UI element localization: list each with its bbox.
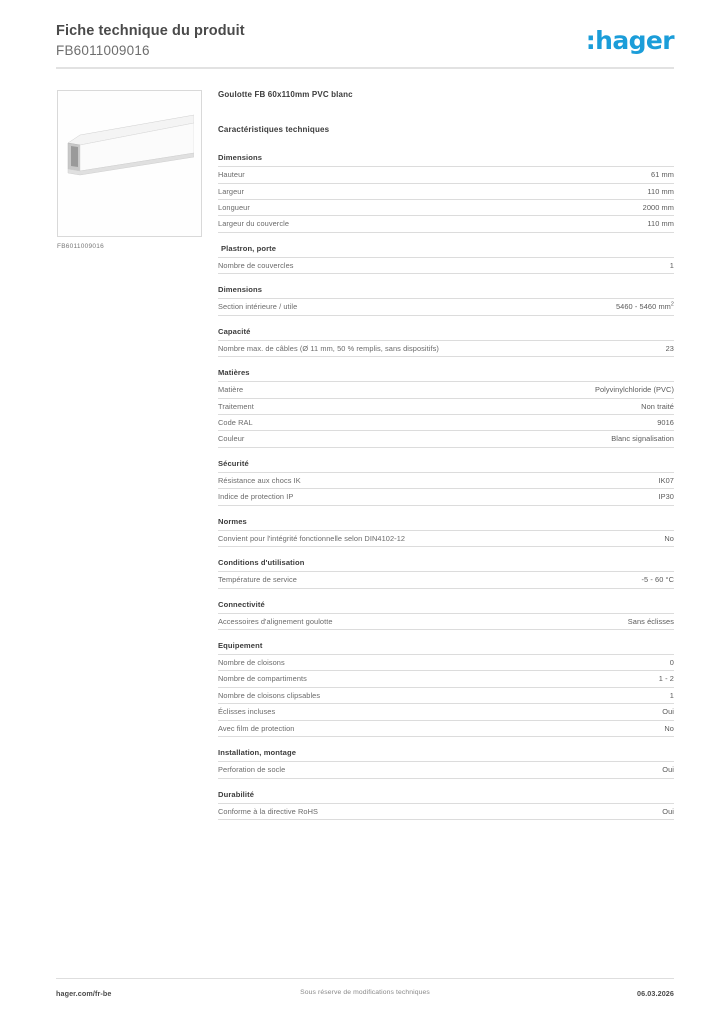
table-row xyxy=(218,704,674,720)
spec-group xyxy=(218,285,674,315)
spec-value: Oui xyxy=(662,806,674,816)
table-row xyxy=(218,415,674,431)
spec-rows xyxy=(218,761,674,778)
spec-group-title: Conditions d'utilisation xyxy=(218,558,305,568)
spec-label: Conforme à la directive RoHS xyxy=(218,806,318,816)
spec-value: 110 mm xyxy=(647,219,674,229)
product-name: Goulotte FB 60x110mm PVC blanc xyxy=(218,90,353,99)
product-image xyxy=(57,90,202,237)
spec-label: Longueur xyxy=(218,203,250,213)
spec-label: Avec film de protection xyxy=(218,723,295,733)
spec-value: 23 xyxy=(665,343,674,353)
hager-logo: :hager xyxy=(585,26,674,55)
table-row xyxy=(218,489,674,505)
table-row xyxy=(218,216,674,232)
spec-value: 110 mm xyxy=(647,186,674,196)
spec-rows xyxy=(218,803,674,820)
table-row xyxy=(218,399,674,415)
spec-value: IP30 xyxy=(658,492,674,502)
spec-label: Perforation de socle xyxy=(218,765,286,775)
footer-divider xyxy=(56,978,674,979)
spec-value: 1 xyxy=(669,690,674,700)
spec-groups xyxy=(218,153,674,820)
spec-group-title: Installation, montage xyxy=(218,748,297,758)
technical-characteristics-heading: Caractéristiques techniques xyxy=(218,124,330,134)
spec-rows xyxy=(218,257,674,274)
spec-value: 1 xyxy=(669,260,674,270)
spec-value-exponent: 2 xyxy=(670,301,674,308)
table-row xyxy=(218,721,674,737)
spec-group-title: Connectivité xyxy=(218,599,265,609)
spec-value: No xyxy=(664,723,674,733)
spec-group-title: Dimensions xyxy=(218,285,263,295)
spec-rows xyxy=(218,340,674,357)
spec-value: 9016 xyxy=(657,418,674,428)
spec-group xyxy=(218,153,674,233)
footer-website[interactable]: hager.com/fr-be xyxy=(56,989,112,998)
product-image-caption: FB6011009016 xyxy=(57,243,104,250)
spec-value: 0 xyxy=(669,658,674,668)
page-footer xyxy=(56,989,674,1003)
spec-group-title: Durabilité xyxy=(218,789,255,799)
spec-value: Sans éclisses xyxy=(627,616,674,626)
spec-label: Largeur du couvercle xyxy=(218,219,290,229)
spec-group xyxy=(218,748,674,778)
table-row xyxy=(218,473,674,489)
spec-value: 1 - 2 xyxy=(658,674,674,684)
spec-group xyxy=(218,558,674,588)
spec-group-title: Plastron, porte xyxy=(221,243,277,253)
spec-group-title: Capacité xyxy=(218,326,251,336)
spec-rows xyxy=(218,654,674,737)
spec-label: Nombre de cloisons xyxy=(218,658,285,668)
spec-value-text: 5460 - 5460 mm xyxy=(615,302,671,312)
table-row xyxy=(218,655,674,671)
spec-value: Blanc signalisation xyxy=(611,434,674,444)
spec-group-title: Sécurité xyxy=(218,458,249,468)
spec-group xyxy=(218,790,674,820)
spec-value: Oui xyxy=(662,765,674,775)
table-row xyxy=(218,671,674,687)
spec-label: Hauteur xyxy=(218,170,245,180)
spec-label: Section intérieure / utile xyxy=(218,302,298,312)
product-reference: FB6011009016 xyxy=(56,42,150,58)
spec-label: Couleur xyxy=(218,434,245,444)
spec-group-title: Matières xyxy=(218,368,250,378)
table-row xyxy=(218,614,674,630)
spec-group-title: Dimensions xyxy=(218,153,263,163)
spec-label: Code RAL xyxy=(218,418,253,428)
spec-label: Résistance aux chocs IK xyxy=(218,475,301,485)
spec-value: Oui xyxy=(662,707,674,717)
spec-group xyxy=(218,244,674,274)
spec-rows xyxy=(218,472,674,506)
spec-label: Traitement xyxy=(218,401,254,411)
footer-date: 06.03.2026 xyxy=(637,989,674,998)
table-row xyxy=(218,572,674,588)
spec-value: Non traité xyxy=(641,401,674,411)
spec-value xyxy=(616,302,674,311)
spec-label: Éclisses incluses xyxy=(218,707,276,717)
spec-value: IK07 xyxy=(658,475,674,485)
spec-label: Nombre max. de câbles (Ø 11 mm, 50 % remplis, sans dispositifs) xyxy=(218,343,439,353)
spec-value: Polyvinylchloride (PVC) xyxy=(594,385,674,395)
footer-disclaimer: Sous réserve de modifications techniques xyxy=(300,989,430,996)
spec-rows xyxy=(218,381,674,448)
spec-label: Température de service xyxy=(218,575,297,585)
spec-label: Indice de protection IP xyxy=(218,492,294,502)
spec-group xyxy=(218,600,674,630)
table-row xyxy=(218,184,674,200)
table-row xyxy=(218,341,674,357)
header-divider xyxy=(56,67,674,69)
spec-group xyxy=(218,327,674,357)
spec-value: No xyxy=(664,533,674,543)
table-row xyxy=(218,299,674,315)
spec-label: Matière xyxy=(218,385,244,395)
spec-label: Nombre de cloisons clipsables xyxy=(218,690,321,700)
spec-rows xyxy=(218,166,674,233)
spec-group xyxy=(218,517,674,547)
table-row xyxy=(218,688,674,704)
spec-group xyxy=(218,641,674,737)
spec-label: Convient pour l'intégrité fonctionnelle selon DIN4102-12 xyxy=(218,533,406,543)
spec-rows xyxy=(218,613,674,630)
page-header xyxy=(56,22,674,70)
spec-label: Largeur xyxy=(218,186,245,196)
spec-label: Nombre de compartiments xyxy=(218,674,307,684)
spec-rows xyxy=(218,298,674,315)
trunking-illustration xyxy=(66,113,194,191)
spec-value: 2000 mm xyxy=(642,203,674,213)
table-row xyxy=(218,431,674,447)
spec-rows xyxy=(218,571,674,588)
table-row xyxy=(218,258,674,274)
spec-group-title: Normes xyxy=(218,516,247,526)
spec-group xyxy=(218,368,674,448)
table-row xyxy=(218,200,674,216)
spec-label: Nombre de couvercles xyxy=(218,260,294,270)
spec-label: Accessoires d'alignement goulotte xyxy=(218,616,333,626)
spec-value: 61 mm xyxy=(651,170,674,180)
spec-group-title: Equipement xyxy=(218,641,263,651)
table-row xyxy=(218,531,674,547)
specifications-panel xyxy=(218,90,674,831)
table-row xyxy=(218,167,674,183)
page-title: Fiche technique du produit xyxy=(56,23,245,39)
table-row xyxy=(218,762,674,778)
spec-group xyxy=(218,459,674,506)
table-row xyxy=(218,382,674,398)
table-row xyxy=(218,804,674,820)
spec-value: -5 - 60 °C xyxy=(641,575,674,585)
spec-rows xyxy=(218,530,674,547)
